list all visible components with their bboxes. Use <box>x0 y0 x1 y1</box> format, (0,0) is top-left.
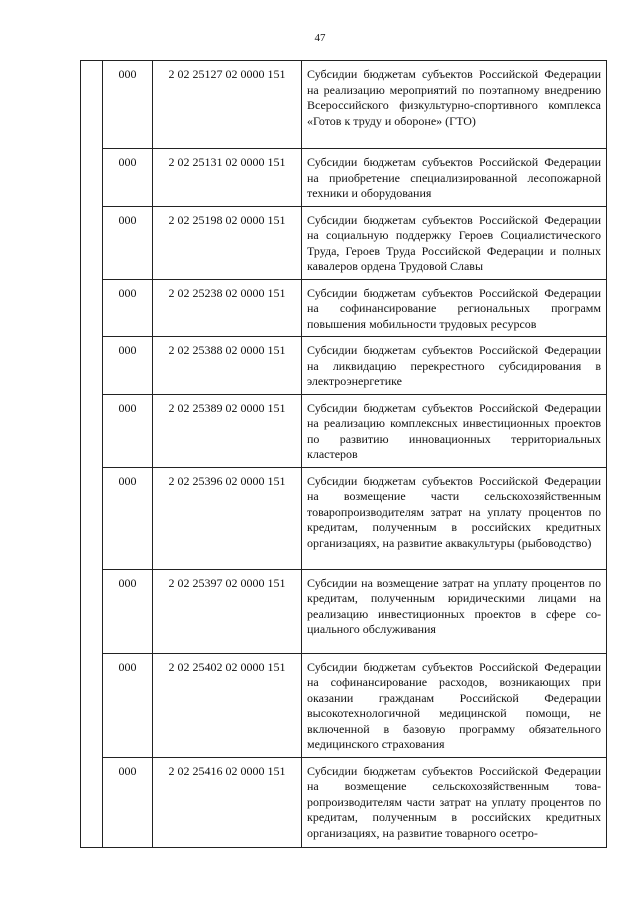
income-name-cell: Субсидии бюджетам субъектов Российской Федерации на приобретение специализированной лесопожарной техники и оборудования <box>302 149 607 207</box>
admin-code-cell: 000 <box>103 653 153 757</box>
income-name-cell: Субсидии бюджетам субъектов Российской Федерации на ликвидацию перекрестного субсидирования в электроэнергетике <box>302 337 607 395</box>
budget-classification-table <box>80 60 607 848</box>
table-row <box>81 279 607 337</box>
income-name-cell: Субсидии бюджетам субъектов Российской Федерации на возмещение сельскохозяйственным товаропроизводителям части затрат на уплату процентов по кредитам, полученным в российских кредитных организациях, на развитие товарного осетро- <box>302 757 607 847</box>
income-name-cell: Субсидии на возмещение затрат на уплату процентов по кредитам, полученным юридическими лицами на реализацию инвестиционных проектов в сфере социального обслуживания <box>302 569 607 653</box>
table-row <box>81 394 607 467</box>
budget-code-cell: 2 02 25402 02 0000 151 <box>153 653 302 757</box>
page-number: 47 <box>314 32 326 44</box>
table-row <box>81 206 607 279</box>
table-body <box>81 61 607 848</box>
budget-code-cell: 2 02 25389 02 0000 151 <box>153 394 302 467</box>
admin-code-cell: 000 <box>103 757 153 847</box>
income-name-cell: Субсидии бюджетам субъектов Российской Федерации на социальную поддержку Героев Социалистического Труда, Героев Труда Российской Федерации и полных кавалеров ордена Трудовой Славы <box>302 206 607 279</box>
admin-code-cell: 000 <box>103 569 153 653</box>
budget-code-cell: 2 02 25198 02 0000 151 <box>153 206 302 279</box>
budget-code-cell: 2 02 25388 02 0000 151 <box>153 337 302 395</box>
table-row <box>81 757 607 847</box>
admin-code-cell: 000 <box>103 206 153 279</box>
table-row <box>81 653 607 757</box>
budget-code-cell: 2 02 25397 02 0000 151 <box>153 569 302 653</box>
budget-code-cell: 2 02 25238 02 0000 151 <box>153 279 302 337</box>
table-gutter-column <box>81 61 103 848</box>
admin-code-cell: 000 <box>103 61 153 149</box>
admin-code-cell: 000 <box>103 149 153 207</box>
table-row <box>81 149 607 207</box>
table-row <box>81 467 607 569</box>
admin-code-cell: 000 <box>103 394 153 467</box>
income-name-cell: Субсидии бюджетам субъектов Российской Федерации на реализацию комплексных инвестиционных проектов по развитию инновационных территориальных кластеров <box>302 394 607 467</box>
income-name-cell: Субсидии бюджетам субъектов Российской Федерации на софинансирование региональных программ повышения мобильности трудовых ресурсов <box>302 279 607 337</box>
admin-code-cell: 000 <box>103 337 153 395</box>
income-name-cell: Субсидии бюджетам субъектов Российской Федерации на реализацию мероприятий по поэтапному внедрению Всероссийского физкультурно-спортивного комплекса «Готов к труду и обороне» (ГТО) <box>302 61 607 149</box>
table-row <box>81 337 607 395</box>
budget-code-cell: 2 02 25416 02 0000 151 <box>153 757 302 847</box>
admin-code-cell: 000 <box>103 279 153 337</box>
budget-code-cell: 2 02 25131 02 0000 151 <box>153 149 302 207</box>
income-name-cell: Субсидии бюджетам субъектов Российской Федерации на возмещение части сельскохозяйственным товаропроизводителям затрат на уплату процентов по кредитам, полученным в российских кредитных организациях, на развитие аквакультуры (рыбоводство) <box>302 467 607 569</box>
budget-code-cell: 2 02 25127 02 0000 151 <box>153 61 302 149</box>
table-row <box>81 569 607 653</box>
table-row <box>81 61 607 149</box>
income-name-cell: Субсидии бюджетам субъектов Российской Федерации на софинансирование расходов, возникающих при оказании гражданам Российской Федерации высокотехнологичной медицинской помощи, не включенной в базовую программу обязательного медицинского страхования <box>302 653 607 757</box>
budget-code-cell: 2 02 25396 02 0000 151 <box>153 467 302 569</box>
admin-code-cell: 000 <box>103 467 153 569</box>
